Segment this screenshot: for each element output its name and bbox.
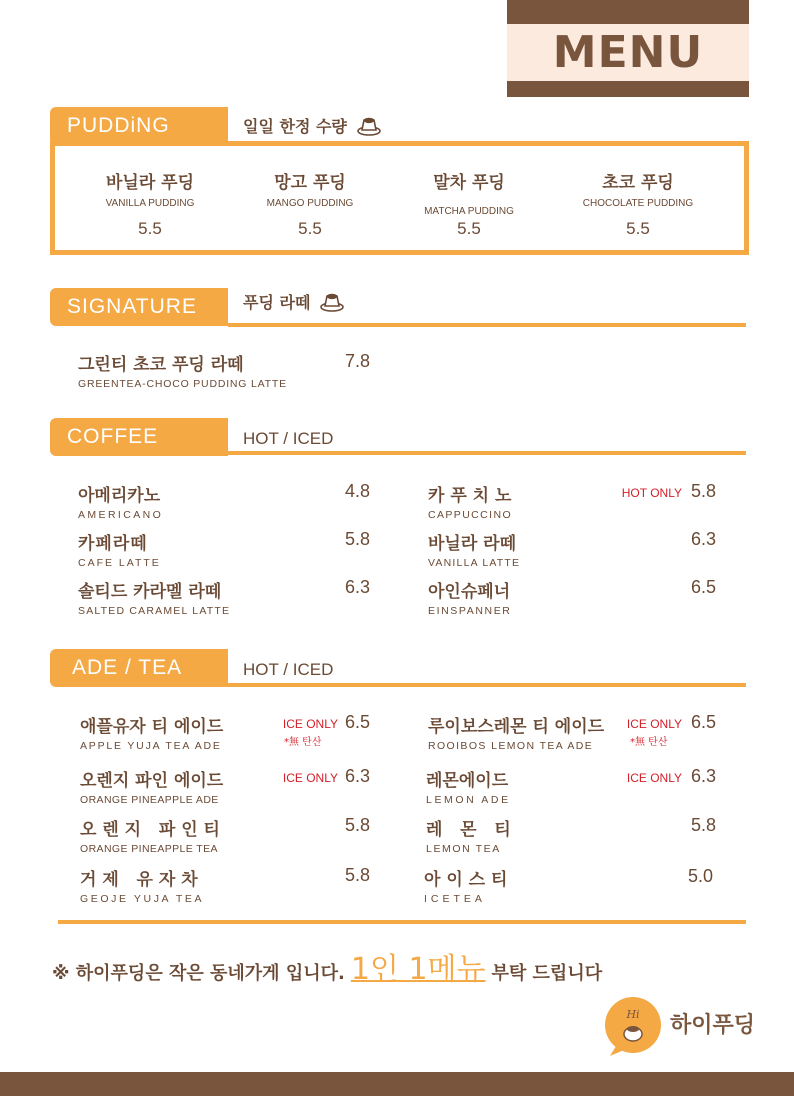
- item-en: CAFE LATTE: [78, 557, 161, 569]
- item-price: 6.3: [344, 766, 370, 786]
- menu-header-inner: [507, 24, 749, 81]
- item-en: LEMON ADE: [426, 794, 511, 806]
- menu-item: [78, 529, 161, 569]
- item-name: 레 몬 티: [426, 820, 511, 840]
- footer-highlight: 1인 1메뉴: [350, 952, 486, 987]
- logo-text: 하이푸딩: [670, 1013, 756, 1038]
- item-en: EINSPANNER: [428, 605, 512, 617]
- item-en: AMERICANO: [78, 509, 164, 521]
- item-price: 5.0: [687, 866, 713, 886]
- section-tab-signature: SIGNATURE: [50, 288, 228, 326]
- section-tab-coffee: COFFEE: [50, 418, 228, 456]
- footer-prefix: ※ 하이푸딩은 작은 동네가게 입니다.: [52, 963, 345, 984]
- item-name: 거 제 유 자 차: [80, 870, 198, 890]
- pudding-name: 말차 푸딩: [433, 173, 505, 193]
- item-name: 아 이 스 티: [424, 870, 508, 890]
- item-name: 아인슈페너: [428, 582, 511, 602]
- pudding-price: 5.5: [457, 219, 481, 238]
- item-name: 오렌지 파인 에이드: [80, 771, 224, 791]
- item-en: LEMON TEA: [426, 843, 501, 855]
- footer-suffix: 부탁 드립니다: [491, 963, 603, 984]
- item-name: 애플유자 티 에이드: [80, 717, 224, 737]
- item-name: 솔티드 카라멜 라떼: [78, 582, 222, 602]
- pudding-name: 초코 푸딩: [602, 173, 674, 193]
- menu-item: [78, 350, 287, 390]
- pudding-box: [50, 141, 749, 255]
- section-rule: [228, 683, 746, 687]
- menu-item: [78, 577, 230, 617]
- item-price: 6.3: [344, 577, 370, 597]
- pudding-item: [563, 168, 713, 239]
- section-rule: [228, 323, 746, 327]
- hot-only-tag: HOT ONLY: [621, 486, 682, 500]
- item-name: 카페라떼: [78, 534, 148, 554]
- no-carbonation-note: *無 탄산: [284, 737, 322, 748]
- item-name: 레몬에이드: [426, 771, 509, 791]
- pudding-icon: [357, 114, 381, 136]
- item-name: 아메리카노: [78, 486, 161, 506]
- item-price: 5.8: [344, 865, 370, 885]
- ice-only-tag: ICE ONLY: [282, 717, 338, 731]
- pudding-item: [245, 168, 375, 239]
- pudding-name: 바닐라 푸딩: [105, 173, 195, 193]
- item-name: 루이보스레몬 티 에이드: [428, 717, 605, 737]
- item-en: GREENTEA-CHOCO PUDDING LATTE: [78, 378, 287, 390]
- pudding-icon: [320, 290, 344, 312]
- logo-badge-text: Hi: [626, 1008, 640, 1021]
- item-price: 5.8: [344, 815, 370, 835]
- item-price: 4.8: [344, 481, 370, 501]
- menu-item: [428, 481, 512, 521]
- item-price: 5.8: [690, 815, 716, 835]
- item-price: 6.5: [690, 712, 716, 732]
- menu-item: [428, 577, 512, 617]
- item-en: ORANGE PINEAPPLE TEA: [80, 843, 218, 855]
- menu-item: [80, 766, 223, 806]
- section-rule: [228, 451, 746, 455]
- pudding-name: 망고 푸딩: [274, 173, 346, 193]
- item-en: SALTED CARAMEL LATTE: [78, 605, 231, 617]
- pudding-price: 5.5: [138, 219, 162, 238]
- item-en: VANILLA LATTE: [428, 557, 521, 569]
- item-price: 6.3: [690, 529, 716, 549]
- menu-item: [80, 865, 204, 905]
- section-tab-ade-tea: ADE / TEA: [50, 649, 228, 687]
- menu-header-badge: [507, 0, 749, 97]
- pudding-en: MANGO PUDDING: [266, 198, 354, 209]
- item-en: APPLE YUJA TEA ADE: [80, 740, 222, 752]
- menu-item: [428, 712, 604, 752]
- item-price: 5.8: [690, 481, 716, 501]
- pudding-note: [243, 112, 381, 138]
- item-en: GEOJE YUJA TEA: [80, 893, 205, 905]
- menu-item: [80, 712, 223, 752]
- section-tab-pudding: PUDDiNG: [50, 107, 228, 145]
- item-price: 7.8: [344, 351, 370, 371]
- pudding-en: CHOCOLATE PUDDING: [582, 198, 694, 209]
- pudding-item: [85, 168, 215, 239]
- menu-item: [424, 865, 507, 905]
- item-price: 6.5: [690, 577, 716, 597]
- menu-item: [426, 766, 511, 806]
- footer-notice: [52, 944, 602, 988]
- item-price: 5.8: [344, 529, 370, 549]
- pudding-price: 5.5: [626, 219, 650, 238]
- no-carbonation-note: *無 탄산: [630, 737, 668, 748]
- page-title: MENU: [552, 27, 704, 78]
- ice-only-tag: ICE ONLY: [626, 771, 682, 785]
- item-price: 6.3: [690, 766, 716, 786]
- pudding-en: MATCHA PUDDING: [424, 206, 514, 217]
- menu-item: [426, 815, 511, 855]
- item-en: ICETEA: [424, 893, 486, 905]
- pudding-item: [404, 168, 534, 239]
- signature-note-text: 푸딩 라떼: [243, 292, 311, 312]
- bottom-bar: [0, 1072, 794, 1096]
- item-en: ROOIBOS LEMON TEA ADE: [428, 740, 594, 752]
- menu-item: [428, 529, 520, 569]
- bottom-rule: [58, 920, 746, 924]
- item-name: 바닐라 라떼: [428, 534, 517, 554]
- pudding-en: VANILLA PUDDING: [105, 198, 195, 209]
- item-name: 그린티 초코 푸딩 라떼: [78, 355, 244, 375]
- item-en: CAPPUCCINO: [428, 509, 513, 521]
- item-name: 오 렌 지 파 인 티: [80, 820, 220, 840]
- item-name: 카 푸 치 노: [428, 486, 512, 506]
- coffee-note: HOT / ICED: [243, 429, 334, 448]
- ice-only-tag: ICE ONLY: [282, 771, 338, 785]
- pudding-price: 5.5: [298, 219, 322, 238]
- ade-note: HOT / ICED: [243, 660, 334, 679]
- menu-item: [78, 481, 163, 521]
- pudding-note-text: 일일 한정 수량: [243, 116, 347, 136]
- signature-note: [243, 288, 344, 314]
- item-en: ORANGE PINEAPPLE ADE: [80, 794, 219, 806]
- menu-item: [80, 815, 220, 855]
- item-price: 6.5: [344, 712, 370, 732]
- ice-only-tag: ICE ONLY: [626, 717, 682, 731]
